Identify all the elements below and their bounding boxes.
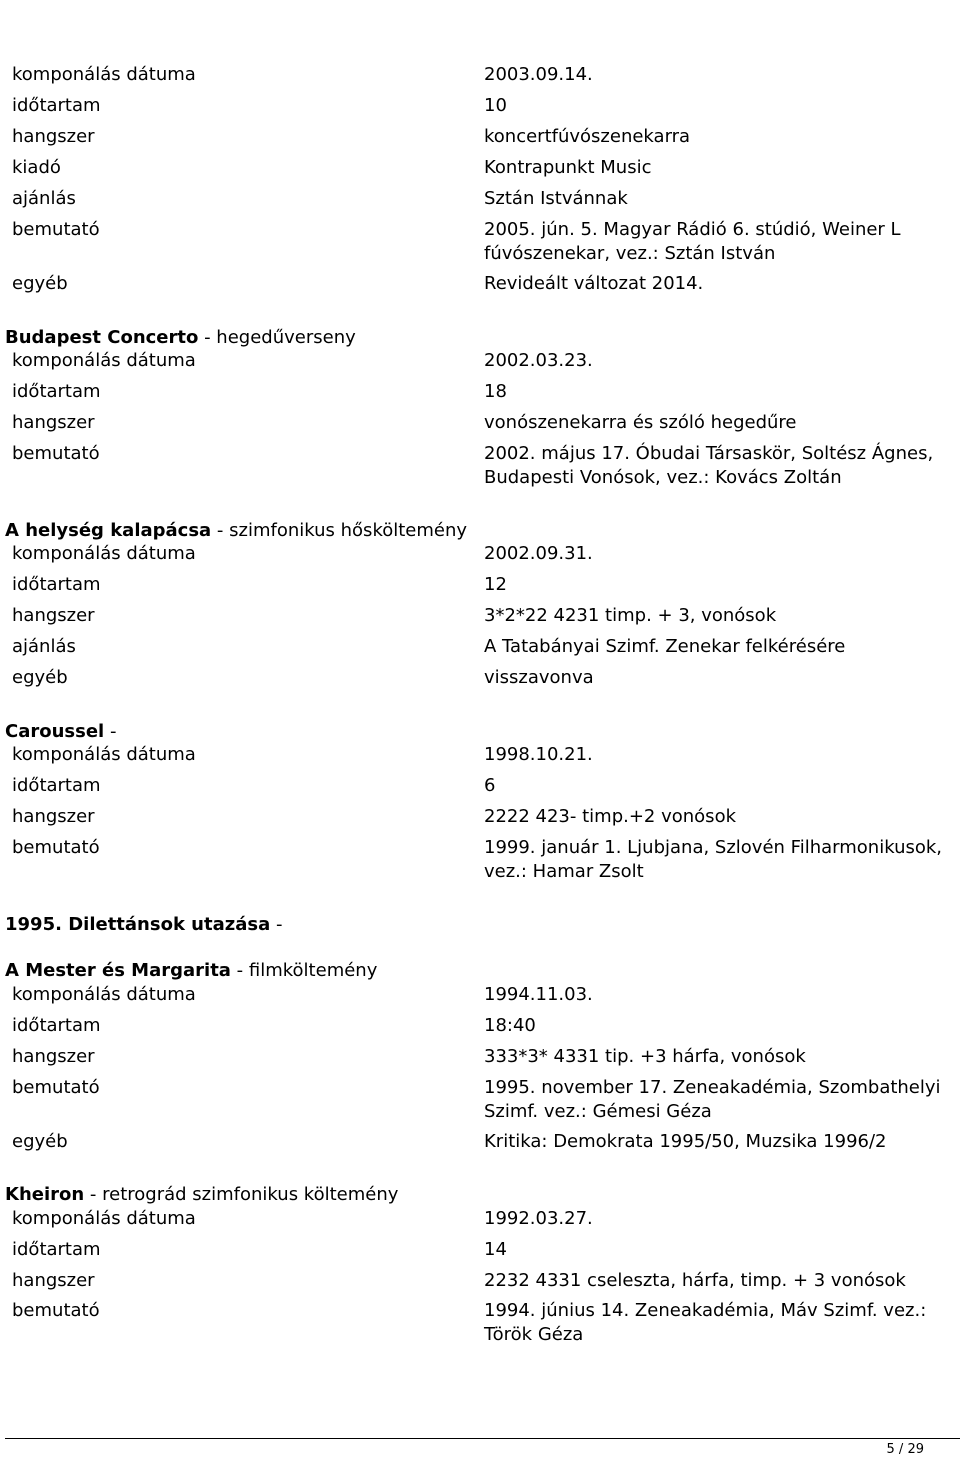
field-label: hangszer bbox=[12, 1046, 95, 1067]
field-row bbox=[12, 542, 960, 573]
field-value: 2003.09.14. bbox=[484, 64, 593, 85]
field-row bbox=[12, 442, 960, 488]
page-number: 5 / 29 bbox=[886, 1442, 924, 1457]
field-label: időtartam bbox=[12, 574, 101, 595]
field-label: egyéb bbox=[12, 273, 68, 294]
field-label: komponálás dátuma bbox=[12, 744, 196, 765]
work-subtitle: - retrográd szimfonikus költemény bbox=[84, 1184, 399, 1205]
field-value: 18 bbox=[484, 381, 507, 402]
field-row bbox=[12, 1207, 960, 1238]
field-label: komponálás dátuma bbox=[12, 1208, 196, 1229]
field-row bbox=[12, 836, 960, 882]
field-value: koncertfúvószenekarra bbox=[484, 126, 691, 147]
field-row bbox=[12, 156, 960, 187]
work-subtitle: - hegedűverseny bbox=[198, 327, 356, 348]
field-value: Sztán Istvánnak bbox=[484, 188, 628, 209]
work-subtitle: - bbox=[104, 721, 117, 742]
field-label: egyéb bbox=[12, 1131, 68, 1152]
field-label: hangszer bbox=[12, 1270, 95, 1291]
field-row bbox=[12, 63, 960, 94]
field-row bbox=[12, 1269, 960, 1300]
field-value: 12 bbox=[484, 574, 507, 595]
field-row bbox=[12, 94, 960, 125]
field-label: komponálás dátuma bbox=[12, 543, 196, 564]
field-value: 2002.09.31. bbox=[484, 543, 593, 564]
field-value: 14 bbox=[484, 1239, 507, 1260]
field-row bbox=[12, 573, 960, 604]
field-value: 6 bbox=[484, 775, 496, 796]
field-row bbox=[12, 187, 960, 218]
field-row bbox=[12, 1238, 960, 1269]
field-label: hangszer bbox=[12, 412, 95, 433]
field-value: 1995. november 17. Zeneakadémia, Szombathelyi Szimf. vez.: Gémesi Géza bbox=[484, 1077, 941, 1122]
field-row bbox=[12, 743, 960, 774]
field-label: hangszer bbox=[12, 806, 95, 827]
field-value: 2232 4331 cseleszta, hárfa, timp. + 3 vonósok bbox=[484, 1270, 906, 1291]
field-value: visszavonva bbox=[484, 667, 594, 688]
field-label: időtartam bbox=[12, 95, 101, 116]
field-value: 1999. január 1. Ljubjana, Szlovén Filharmonikusok, vez.: Hamar Zsolt bbox=[484, 837, 943, 882]
field-value: 1994. június 14. Zeneakadémia, Máv Szimf. vez.: Török Géza bbox=[484, 1300, 927, 1345]
footer-divider bbox=[5, 1438, 960, 1439]
field-label: bemutató bbox=[12, 837, 100, 858]
field-label: komponálás dátuma bbox=[12, 984, 196, 1005]
field-row bbox=[12, 1045, 960, 1076]
field-value: A Tatabányai Szimf. Zenekar felkérésére bbox=[484, 636, 846, 657]
field-row bbox=[12, 1076, 960, 1122]
field-label: hangszer bbox=[12, 126, 95, 147]
field-row bbox=[12, 125, 960, 156]
field-row bbox=[12, 272, 960, 303]
field-label: időtartam bbox=[12, 381, 101, 402]
field-value: Kontrapunkt Music bbox=[484, 157, 652, 178]
field-row bbox=[12, 1130, 960, 1161]
field-label: hangszer bbox=[12, 605, 95, 626]
field-label: komponálás dátuma bbox=[12, 64, 196, 85]
field-value: 2002. május 17. Óbudai Társaskör, Soltész Ágnes, Budapesti Vonósok, vez.: Kovács Zoltán bbox=[484, 443, 934, 488]
field-row bbox=[12, 411, 960, 442]
field-label: időtartam bbox=[12, 1015, 101, 1036]
field-value: 2222 423- timp.+2 vonósok bbox=[484, 806, 736, 827]
work-subtitle: - szimfonikus hősköltemény bbox=[211, 520, 468, 541]
field-value: 2005. jún. 5. Magyar Rádió 6. stúdió, Weiner L fúvószenekar, vez.: Sztán István bbox=[484, 219, 901, 264]
field-value: 3*2*22 4231 timp. + 3, vonósok bbox=[484, 605, 777, 626]
field-label: időtartam bbox=[12, 775, 101, 796]
field-value: vonószenekarra és szóló hegedűre bbox=[484, 412, 797, 433]
work-subtitle: - filmköltemény bbox=[230, 960, 378, 981]
field-row bbox=[12, 774, 960, 805]
field-label: ajánlás bbox=[12, 188, 76, 209]
field-label: egyéb bbox=[12, 667, 68, 688]
field-value: Kritika: Demokrata 1995/50, Muzsika 1996/2 bbox=[484, 1131, 887, 1152]
field-label: bemutató bbox=[12, 1300, 100, 1321]
field-row bbox=[12, 604, 960, 635]
field-row bbox=[12, 1014, 960, 1045]
field-value: 1994.11.03. bbox=[484, 984, 593, 1005]
field-label: ajánlás bbox=[12, 636, 76, 657]
field-label: időtartam bbox=[12, 1239, 101, 1260]
field-value: Revideált változat 2014. bbox=[484, 273, 704, 294]
field-row bbox=[12, 666, 960, 697]
work-heading bbox=[5, 1183, 398, 1207]
field-row bbox=[12, 635, 960, 666]
work-title: A helység kalapácsa bbox=[5, 520, 212, 541]
work-subtitle: - bbox=[270, 914, 283, 935]
field-row bbox=[12, 1299, 960, 1345]
work-heading bbox=[5, 959, 377, 983]
field-label: komponálás dátuma bbox=[12, 350, 196, 371]
field-row bbox=[12, 349, 960, 380]
field-value: 1992.03.27. bbox=[484, 1208, 593, 1229]
field-value: 1998.10.21. bbox=[484, 744, 593, 765]
work-heading bbox=[5, 519, 467, 543]
work-title: 1995. Dilettánsok utazása bbox=[5, 914, 271, 935]
work-heading bbox=[5, 720, 116, 744]
field-label: bemutató bbox=[12, 443, 100, 464]
field-row bbox=[12, 218, 960, 264]
work-title: Caroussel bbox=[5, 721, 105, 742]
field-row bbox=[12, 983, 960, 1014]
work-title: A Mester és Margarita bbox=[5, 960, 231, 981]
field-label: kiadó bbox=[12, 157, 61, 178]
field-value: 18:40 bbox=[484, 1015, 536, 1036]
field-value: 333*3* 4331 tip. +3 hárfa, vonósok bbox=[484, 1046, 806, 1067]
field-value: 2002.03.23. bbox=[484, 350, 593, 371]
field-row bbox=[12, 805, 960, 836]
work-title: Kheiron bbox=[5, 1184, 85, 1205]
field-value: 10 bbox=[484, 95, 507, 116]
work-heading bbox=[5, 913, 282, 937]
work-heading bbox=[5, 326, 356, 350]
field-row bbox=[12, 380, 960, 411]
field-label: bemutató bbox=[12, 1077, 100, 1098]
field-label: bemutató bbox=[12, 219, 100, 240]
work-title: Budapest Concerto bbox=[5, 327, 199, 348]
